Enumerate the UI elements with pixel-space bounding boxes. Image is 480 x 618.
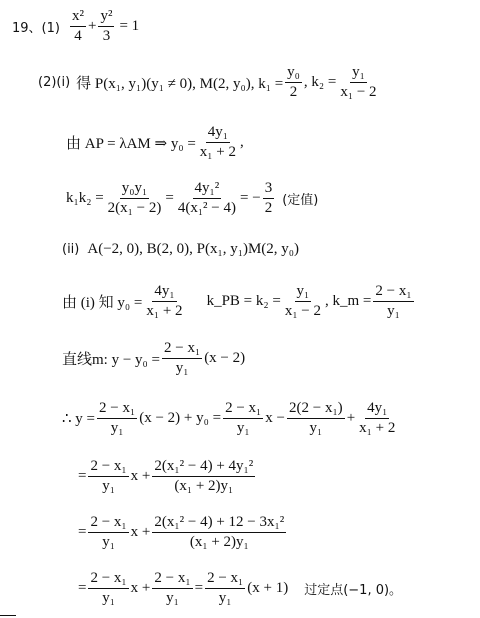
k1-fraction: $\frac{\text{y₀}}{2}$ <box>287 64 300 101</box>
part2-i-line: (2)(i) 得 P(x₁, y₁)(y₁ ≠ 0), M(2, y₀), k₁ = $\frac{\text{y₀}}{2}$ , k₂ = $\frac{\text{y₁}}{\text{x₁ − 2}}$ <box>38 64 377 101</box>
derivation-step-3: = $\frac{\text{2 − x₁}}{\text{y₁}}$ x + $\frac{\text{2(x₁² − 4) + 12 − 3x₁²}}{\text{(x₁ + 2)y₁}}$ <box>78 514 285 551</box>
constant-note: (定值) <box>282 193 319 209</box>
fixed-point-conclusion: 过定点(−1, 0)。 <box>304 583 403 599</box>
derivation-step-2: = $\frac{\text{2 − x₁}}{\text{y₁}}$ x + $\frac{\text{2(x₁² − 4) + 4y₁²}}{\text{(x₁ + 2)y₁}}$ <box>78 458 254 495</box>
question-label: 19、(1) <box>12 21 60 37</box>
k2-fraction: $\frac{\text{y₁}}{\text{x₁ − 2}}$ <box>340 64 377 101</box>
slope-product-line: k₁k₂ = $\frac{\text{y₀y₁}}{\text{2(x₁ − 2)}}$ = $\frac{\text{4y₁²}}{\text{4(x₁² − 4)}}$ = − $\frac{3}{2}$ (定值) <box>66 180 319 217</box>
part1-line: 19、(1) $\frac{\text{x²}}{4}$ + $\frac{\text{y²}}{3}$ = 1 <box>12 8 140 45</box>
line-m-equation: 直线m: y − y₀ = $\frac{\text{2 − x₁}}{\text{y₁}}$ (x − 2) <box>62 340 246 377</box>
part2-ii-line: (ii) A(−2, 0), B(2, 0), P(x₁, y₁)M(2, y₀) <box>62 241 300 257</box>
x-squared-over-4: $\frac{\text{x²}}{4}$ <box>71 8 84 45</box>
y-squared-over-3: $\frac{\text{y²}}{3}$ <box>100 8 113 45</box>
footer-rule <box>0 615 16 616</box>
vector-relation-line: 由 AP = λAM ⇒ y₀ = $\frac{\text{4y₁}}{\text{x₁ + 2}}$ , <box>66 124 244 161</box>
derivation-step-1: ∴ y = $\frac{\text{2 − x₁}}{\text{y₁}}$ (x − 2) + y₀ = $\frac{\text{2 − x₁}}{\text{y₁}}$ x − $\frac{\text{2(2 − x₁)}}{\text{y₁}}$ + $\frac{\text{4y₁}}{\text{x₁ + 2}}$ <box>62 400 396 437</box>
y0-fraction: $\frac{\text{4y₁}}{\text{x₁ + 2}}$ <box>199 124 236 161</box>
derivation-step-4: = $\frac{\text{2 − x₁}}{\text{y₁}}$ x + $\frac{\text{2 − x₁}}{\text{y₁}}$ = $\frac{\text{2 − x₁}}{\text{y₁}}$ (x + 1) 过定点(−1, 0)。 <box>78 570 403 607</box>
known-values-line: 由 (i) 知 y₀ = $\frac{\text{4y₁}}{\text{x₁ + 2}}$ k_PB = k₂ = $\frac{\text{y₁}}{\text{x₁ − 2}}$ , k_m = $\frac{\text{2 − x₁}}{\text{y₁}}$ <box>62 283 412 320</box>
